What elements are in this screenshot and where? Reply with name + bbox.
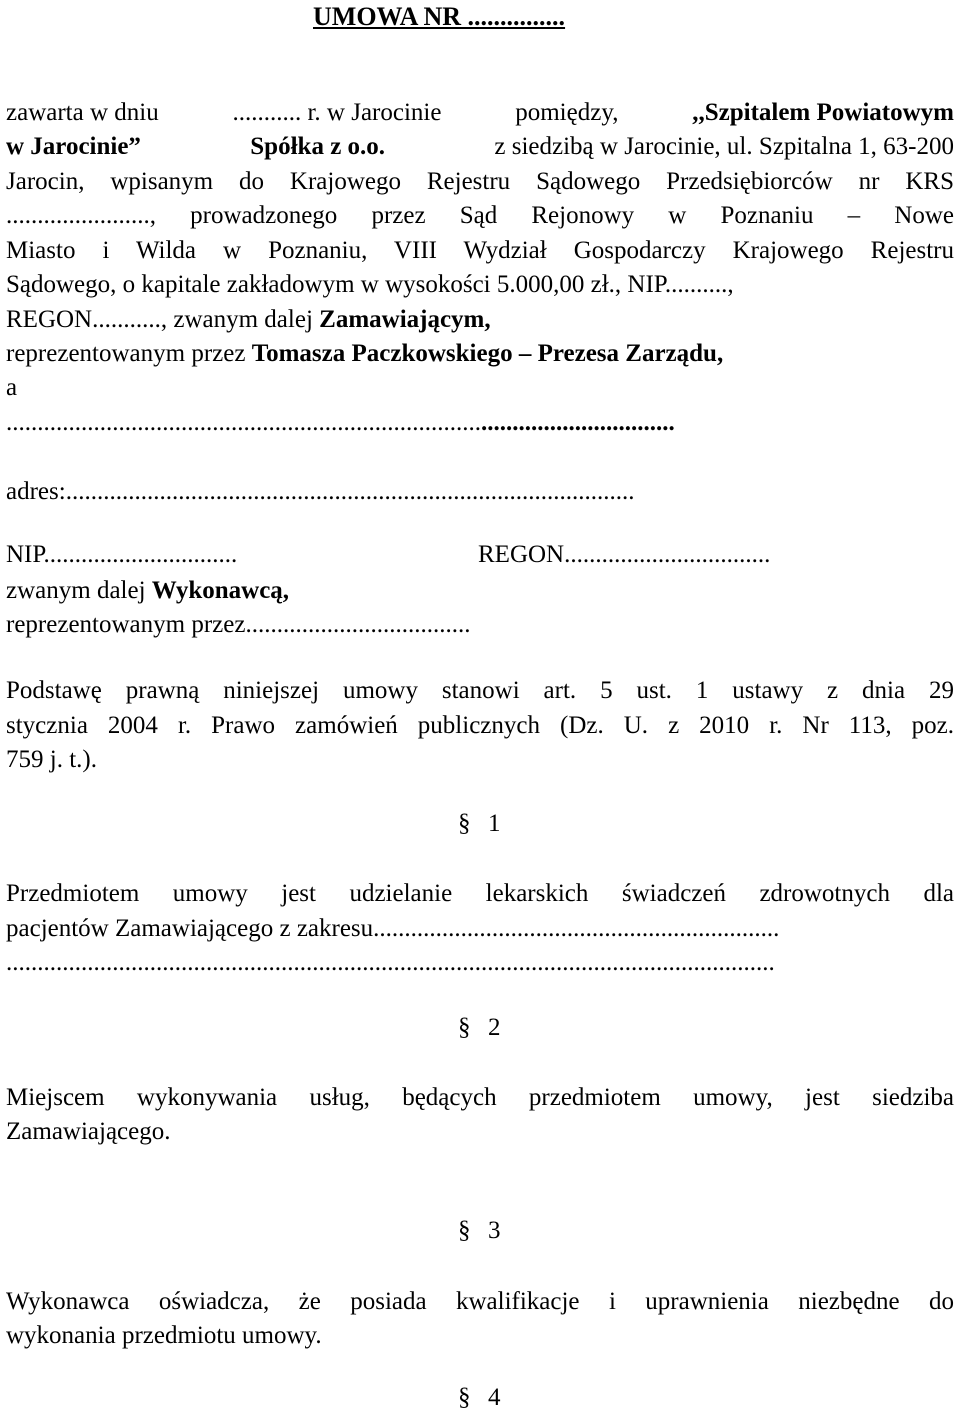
contractor-regon: REGON................................. <box>478 541 771 568</box>
contractor-line <box>6 574 289 608</box>
section-text: Miejscem wykonywania usług, będących przedmiotem umowy, jest siedziba <box>6 1084 954 1111</box>
legal-basis-text: stycznia 2004 r. Prawo zamówień publicznych (Dz. U. z 2010 r. Nr 113, poz. <box>6 712 954 739</box>
intro-text: pomiędzy, <box>515 99 619 126</box>
section-1-line-1 <box>6 877 954 911</box>
intro-text: ......................., prowadzonego przez Sąd Rejonowy w Poznaniu – Nowe <box>6 202 954 229</box>
hospital-name: w Jarocinie” <box>6 133 141 160</box>
hospital-name: ,,Szpitalem Powiatowym <box>692 99 954 126</box>
section-text: Przedmiotem umowy jest udzielanie lekarskich świadczeń zdrowotnych dla <box>6 880 954 907</box>
intro-line-4 <box>6 199 954 233</box>
intro-text: ........... r. w Jarocinie <box>232 99 442 126</box>
legal-basis-text: Podstawę prawną niniejszej umowy stanowi art. 5 ust. 1 ustawy z dnia 29 <box>6 677 954 704</box>
section-3-line-2: wykonania przedmiotu umowy. <box>6 1322 322 1349</box>
legal-basis-line-2 <box>6 709 954 743</box>
intro-text: REGON..........., zwanym dalej <box>6 306 313 333</box>
contractor-address: adres:........................................................................................... <box>6 478 635 505</box>
document-title: UMOWA NR ............... <box>313 2 566 31</box>
contractor-nip: NIP............................... <box>6 541 238 568</box>
party-wykonawca: Wykonawcą, <box>151 577 290 604</box>
intro-line-1 <box>6 96 954 130</box>
intro-line-5 <box>6 234 954 268</box>
intro-line-7 <box>6 303 491 337</box>
party-zamawiajacy: Zamawiającym, <box>319 306 491 333</box>
paragraph-symbol: § <box>458 1384 471 1411</box>
legal-basis-line-3: 759 j. t.). <box>6 746 97 773</box>
section-1-line-3: ........................................................................................................................... <box>6 949 775 976</box>
blank-line: ............................................................................ <box>6 409 481 436</box>
section-2-line-1 <box>6 1081 954 1115</box>
intro-line-8 <box>6 337 723 371</box>
section-2-line-2: Zamawiającego. <box>6 1118 171 1145</box>
paragraph-symbol: § <box>458 1014 471 1041</box>
section-heading-3 <box>458 1217 501 1245</box>
intro-text: Miasto i Wilda w Poznaniu, VIII Wydział Gospodarczy Krajowego Rejestru <box>6 237 954 264</box>
section-1-line-2: pacjentów Zamawiającego z zakresu................................................................. <box>6 915 780 942</box>
section-3-line-1 <box>6 1285 954 1319</box>
intro-line-10 <box>6 406 675 440</box>
blank-line: ............................... <box>481 409 675 436</box>
intro-text: zawarta w dniu <box>6 99 159 126</box>
intro-text: Jarocin, wpisanym do Krajowego Rejestru Sądowego Przedsiębiorców nr KRS <box>6 168 954 195</box>
contractor-representative: reprezentowanym przez.................................... <box>6 611 471 638</box>
intro-line-3 <box>6 165 954 199</box>
intro-line-2 <box>6 130 954 164</box>
section-number: 4 <box>488 1384 501 1411</box>
company-form: Spółka z o.o. <box>250 133 386 160</box>
section-number: 2 <box>488 1014 501 1041</box>
intro-text: z siedzibą w Jarocinie, ul. Szpitalna 1, 63-200 <box>494 133 954 160</box>
legal-basis-line-1 <box>6 674 954 708</box>
section-number: 1 <box>488 810 501 837</box>
section-heading-2 <box>458 1014 501 1042</box>
section-heading-4 <box>458 1384 501 1412</box>
intro-text: reprezentowanym przez <box>6 340 246 367</box>
intro-line-6: Sądowego, o kapitale zakładowym w wysokości 5.000,00 zł., NIP.........., <box>6 271 734 298</box>
section-heading-1 <box>458 810 501 838</box>
section-text: Wykonawca oświadcza, że posiada kwalifikacje i uprawnienia niezbędne do <box>6 1288 954 1315</box>
paragraph-symbol: § <box>458 1217 471 1244</box>
intro-line-9: a <box>6 374 18 401</box>
intro-text: zwanym dalej <box>6 577 146 604</box>
paragraph-symbol: § <box>458 810 471 837</box>
section-number: 3 <box>488 1217 501 1244</box>
representative-name: Tomasza Paczkowskiego – Prezesa Zarządu, <box>251 340 724 367</box>
